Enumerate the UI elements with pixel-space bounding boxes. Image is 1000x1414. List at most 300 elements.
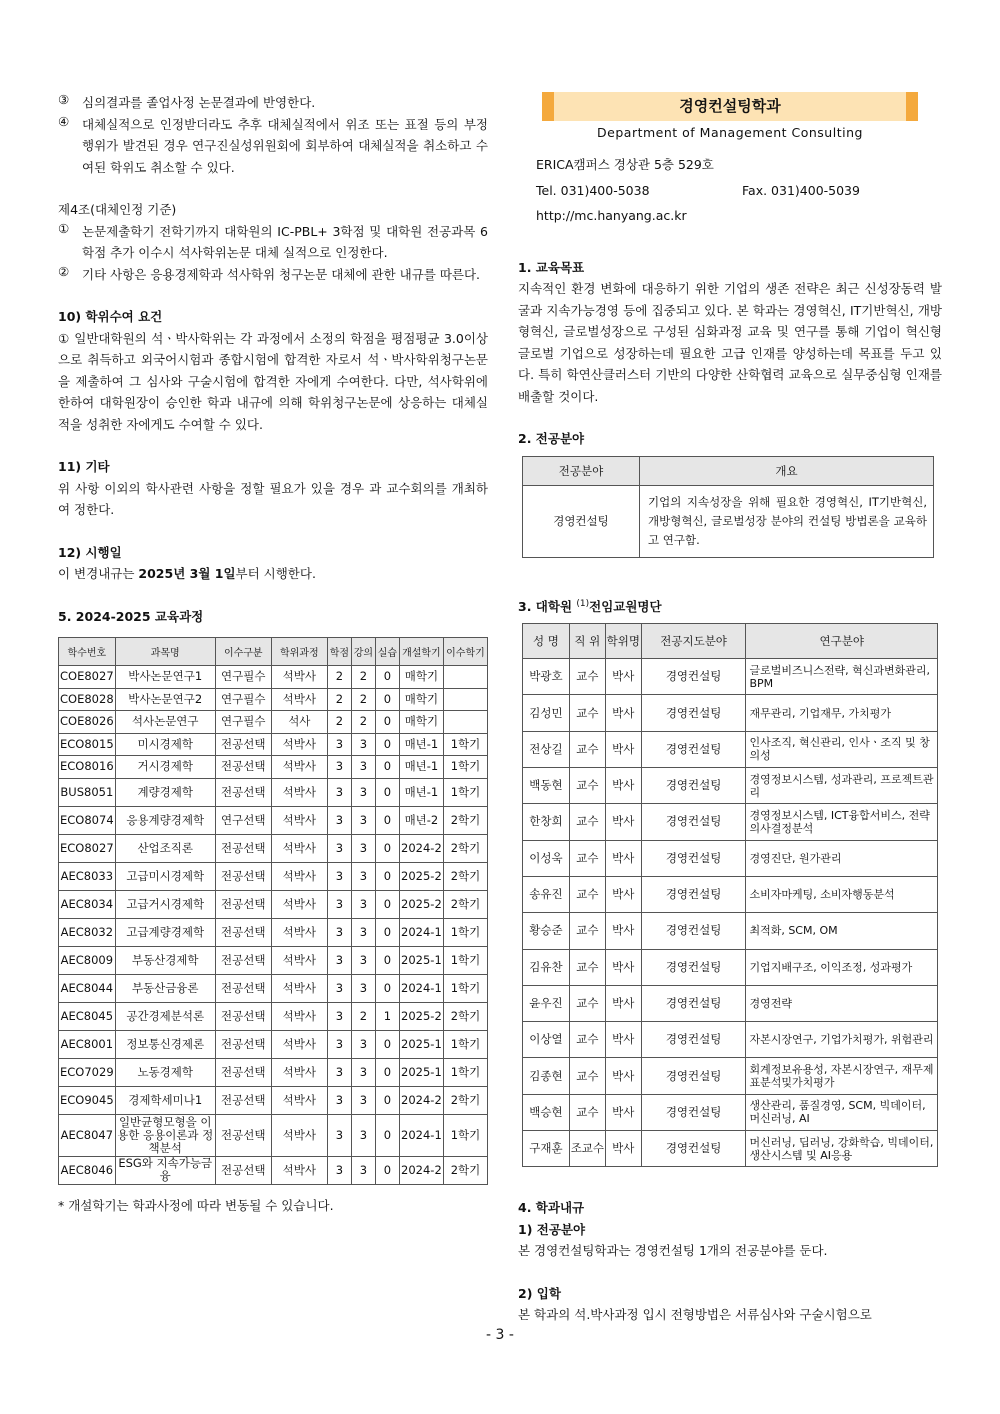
table-cell: 2024-2 [399, 1086, 443, 1114]
section-12-text: 이 변경내규는 2025년 3월 1일부터 시행한다. [58, 566, 316, 581]
table-header-cell: 이수구분 [215, 638, 271, 666]
table-header-cell: 전공지도분야 [641, 624, 746, 659]
table-cell: 경영컨설팅 [641, 731, 746, 767]
table-cell: 석박사 [271, 1156, 327, 1184]
table-cell: 0 [375, 1114, 399, 1156]
table-row [59, 756, 488, 779]
table-cell: 3 [327, 862, 351, 890]
table-cell: 0 [375, 918, 399, 946]
table-cell: 박사 [605, 1022, 641, 1058]
table-header-cell: 개요 [640, 456, 934, 485]
table-cell: 0 [375, 756, 399, 779]
table-cell: 송유진 [523, 876, 570, 912]
table-cell: 1학기 [443, 1114, 487, 1156]
table-cell: ECO8074 [59, 806, 116, 834]
table-cell: 최적화, SCM, OM [746, 913, 938, 949]
table-cell: AEC8047 [59, 1114, 116, 1156]
table-row [59, 1086, 488, 1114]
table-cell: 2025-2 [399, 862, 443, 890]
table-header-cell: 연구분야 [746, 624, 938, 659]
table-cell: 석박사 [271, 862, 327, 890]
table-cell: 2학기 [443, 834, 487, 862]
table-row [523, 768, 938, 804]
table-cell: 2학기 [443, 806, 487, 834]
table-header-cell: 전공분야 [523, 456, 640, 485]
table-cell: 1학기 [443, 778, 487, 806]
table-cell: 연구필수 [215, 711, 271, 734]
table-cell: 경영컨설팅 [641, 876, 746, 912]
table-cell: 재무관리, 기업재무, 가치평가 [746, 695, 938, 731]
table-row [59, 946, 488, 974]
table-cell: 3 [351, 806, 375, 834]
table-header-row [59, 638, 488, 666]
table-cell: COE8026 [59, 711, 116, 734]
table-cell: 0 [375, 1156, 399, 1184]
faculty-table [522, 623, 938, 1167]
table-cell: 석박사 [271, 1058, 327, 1086]
table-header-cell: 성 명 [523, 624, 570, 659]
table-cell: 전공선택 [215, 1058, 271, 1086]
table-cell: 2 [351, 688, 375, 711]
table-cell: 전공선택 [215, 1030, 271, 1058]
section-2-title: 2. 전공분야 [518, 431, 585, 446]
table-row [523, 876, 938, 912]
table-cell: 전공선택 [215, 862, 271, 890]
clause-number: ② [58, 263, 70, 279]
table-cell: 석박사 [271, 890, 327, 918]
curriculum-table [58, 637, 488, 1185]
table-cell: 2 [351, 711, 375, 734]
table-cell: 3 [351, 1058, 375, 1086]
table-cell: 경영컨설팅 [641, 1058, 746, 1094]
table-row [523, 731, 938, 767]
section-4-1-text: 본 경영컨설팅학과는 경영컨설팅 1개의 전공분야를 둔다. [518, 1243, 828, 1259]
table-cell: 거시경제학 [115, 756, 215, 779]
footnote-marker: (1) [576, 598, 590, 609]
table-cell [443, 666, 487, 689]
table-cell: 박사 [605, 804, 641, 840]
table-cell: ECO8015 [59, 733, 116, 756]
table-row [59, 733, 488, 756]
table-cell: 3 [327, 946, 351, 974]
table-cell: 글로벌비즈니스전략, 혁신과변화관리, BPM [746, 659, 938, 695]
table-header-cell: 학수번호 [59, 638, 116, 666]
clause-number: ③ [58, 92, 70, 107]
table-cell: 3 [327, 974, 351, 1002]
table-cell: 1학기 [443, 918, 487, 946]
table-cell: 교수 [569, 804, 605, 840]
table-cell: AEC8001 [59, 1030, 116, 1058]
table-cell: 석박사 [271, 688, 327, 711]
fax: Fax. 031)400-5039 [742, 182, 860, 198]
section-3-title: 3. 대학원 $^{(1)}$전임교원명단 [518, 598, 662, 614]
table-cell: 교수 [569, 1094, 605, 1130]
table-cell: BUS8051 [59, 778, 116, 806]
table-cell: 경영컨설팅 [641, 949, 746, 985]
table-cell: 석박사 [271, 1030, 327, 1058]
table-cell: 경영진단, 원가관리 [746, 840, 938, 876]
section-4-2-title: 2) 입학 [518, 1285, 561, 1301]
table-cell: 2학기 [443, 890, 487, 918]
table-cell: 0 [375, 890, 399, 918]
table-cell: 경영컨설팅 [641, 1131, 746, 1167]
table-cell: 3 [351, 1114, 375, 1156]
table-cell: 기업지배구조, 이익조정, 성과평가 [746, 949, 938, 985]
table-cell: 0 [375, 834, 399, 862]
table-cell: 0 [375, 733, 399, 756]
table-cell: 2025-2 [399, 1002, 443, 1030]
article-4-item-2 [58, 264, 488, 286]
table-cell: 3 [327, 806, 351, 834]
table-row [59, 918, 488, 946]
right-column [518, 92, 942, 1326]
table-cell: 3 [351, 918, 375, 946]
table-cell: ECO9045 [59, 1086, 116, 1114]
table-cell: 경영정보시스템, ICT융합서비스, 전략의사결정분석 [746, 804, 938, 840]
table-row [59, 1030, 488, 1058]
table-cell: 석사 [271, 711, 327, 734]
table-cell: 석박사 [271, 666, 327, 689]
clause-number: ① [58, 220, 70, 236]
table-cell: ECO8016 [59, 756, 116, 779]
table-cell: 2024-1 [399, 974, 443, 1002]
table-cell: 교수 [569, 876, 605, 912]
table-cell: 1 [375, 1002, 399, 1030]
table-row [59, 862, 488, 890]
department-english-name: Department of Management Consulting [597, 125, 863, 140]
table-row [59, 1114, 488, 1156]
left-column [58, 92, 488, 1216]
table-cell: 석박사 [271, 756, 327, 779]
table-cell: 0 [375, 1086, 399, 1114]
table-header-cell: 학점 [327, 638, 351, 666]
table-cell: 3 [327, 1086, 351, 1114]
section-10-title: 10) 학위수여 요건 [58, 309, 163, 324]
table-header-cell: 학위과정 [271, 638, 327, 666]
table-cell: 2학기 [443, 1156, 487, 1184]
table-header-row [523, 624, 938, 659]
table-cell: 2024-2 [399, 1156, 443, 1184]
table-cell: 매년-1 [399, 756, 443, 779]
address: ERICA캠퍼스 경상관 5층 529호 [536, 157, 714, 172]
table-cell: 교수 [569, 840, 605, 876]
table-cell: 3 [327, 1156, 351, 1184]
table-cell: 전공선택 [215, 1002, 271, 1030]
section-4-title: 4. 학과내규 [518, 1200, 585, 1216]
table-cell: 박사 [605, 840, 641, 876]
table-header-row [523, 456, 934, 485]
table-cell: 박사 [605, 768, 641, 804]
table-cell: 2025-1 [399, 1030, 443, 1058]
table-cell: 3 [351, 1086, 375, 1114]
table-cell: 교수 [569, 949, 605, 985]
table-cell: 경영컨설팅 [641, 985, 746, 1021]
table-cell: 2학기 [443, 1002, 487, 1030]
table-cell: 3 [351, 733, 375, 756]
table-cell: AEC8034 [59, 890, 116, 918]
table-cell: 경영전략 [746, 985, 938, 1021]
table-cell: 부동산금융론 [115, 974, 215, 1002]
table-cell: 석박사 [271, 1114, 327, 1156]
table-cell: 박광호 [523, 659, 570, 695]
table-cell: 박사 [605, 1131, 641, 1167]
footnote: * 개설학기는 학과사정에 따라 변동될 수 있습니다. [58, 1197, 334, 1213]
table-header-cell: 개설학기 [399, 638, 443, 666]
table-cell: 0 [375, 688, 399, 711]
table-cell: 경영컨설팅 [641, 840, 746, 876]
table-cell: 1학기 [443, 974, 487, 1002]
table-cell: 연구필수 [215, 666, 271, 689]
table-cell: 석박사 [271, 946, 327, 974]
table-cell: 0 [375, 1058, 399, 1086]
table-cell: 회계정보유용성, 자본시장연구, 재무제표분석및가치평가 [746, 1058, 938, 1094]
section-1-text: 지속적인 환경 변화에 대응하기 위한 기업의 생존 전략은 최근 신성장동력 발굴과 지속가능경영 등에 집중되고 있다. 본 학과는 경영혁신, IT기반혁신, 개방형혁신, 글로벌성장으로 구성된 심화과정 교육 및 연구를 통해 기업이 혁신형 글로벌 기업으로 성장하는데 필요한 고급 인재를 양성하는데 목표를 두고 있다. 특히 학연산클러스터 기반의 다양한 산학협력 교육으로 실무중심형 인재를 배출할 것이다. [518, 281, 942, 404]
table-cell: 연구선택 [215, 806, 271, 834]
clause-4 [58, 114, 488, 179]
section-10-text: ① 일반대학원의 석ㆍ박사학위는 각 과정에서 소정의 학점을 평점평균 3.0이상으로 취득하고 외국어시험과 종합시험에 합격한 자로서 석ㆍ박사학위청구논문을 제출하여 그 심사와 구술시험에 합격한 자에게 수여한다. 다만, 석사학위에 한하여 대학원장이 승인한 학과 내규에 의해 학위청구논문에 상응하는 대체실적을 성취한 자에게도 수여할 수 있다. [58, 330, 488, 432]
table-cell: 고급미시경제학 [115, 862, 215, 890]
major-name: 경영컨설팅 [523, 485, 640, 557]
table-row [523, 985, 938, 1021]
table-cell: 경영컨설팅 [641, 659, 746, 695]
table-cell: AEC8046 [59, 1156, 116, 1184]
table-cell: 2 [351, 1002, 375, 1030]
table-cell: AEC8032 [59, 918, 116, 946]
table-cell: 박사논문연구1 [115, 666, 215, 689]
table-cell: 경영컨설팅 [641, 1022, 746, 1058]
table-cell: 1학기 [443, 733, 487, 756]
table-cell: 경영컨설팅 [641, 1094, 746, 1130]
table-cell: 김종현 [523, 1058, 570, 1094]
clause-number: ④ [58, 113, 70, 129]
table-cell: 경제학세미나1 [115, 1086, 215, 1114]
table-cell: 전공선택 [215, 1114, 271, 1156]
table-row [59, 1156, 488, 1184]
table-cell: 박사 [605, 1058, 641, 1094]
table-cell: ECO8027 [59, 834, 116, 862]
table-header-cell: 과목명 [115, 638, 215, 666]
table-header-cell: 이수학기 [443, 638, 487, 666]
table-cell: 경영컨설팅 [641, 768, 746, 804]
table-row [523, 695, 938, 731]
table-cell: 3 [351, 862, 375, 890]
table-cell: 3 [327, 1002, 351, 1030]
table-header-cell: 강의 [351, 638, 375, 666]
table-cell: 경영컨설팅 [641, 804, 746, 840]
table-cell: 3 [351, 778, 375, 806]
table-cell: 황승준 [523, 913, 570, 949]
table-row [59, 688, 488, 711]
table-cell: 전공선택 [215, 1156, 271, 1184]
table-cell: 2024-1 [399, 918, 443, 946]
table-cell: ESG와 지속가능금융 [115, 1156, 215, 1184]
table-cell: 교수 [569, 731, 605, 767]
table-cell: 3 [351, 834, 375, 862]
table-row [523, 1131, 938, 1167]
section-12-title: 12) 시행일 [58, 544, 122, 560]
table-row [523, 1094, 938, 1130]
table-cell: 김유찬 [523, 949, 570, 985]
table-cell: 석박사 [271, 778, 327, 806]
table-row [59, 666, 488, 689]
table-cell: 고급거시경제학 [115, 890, 215, 918]
clause-text: 심의결과를 졸업사정 논문결과에 반영한다. [82, 95, 316, 110]
table-cell: 윤우진 [523, 985, 570, 1021]
table-cell: 0 [375, 974, 399, 1002]
table-cell: 3 [327, 1030, 351, 1058]
clause-text: 기타 사항은 응용경제학과 석사학위 청구논문 대체에 관한 내규를 따른다. [82, 266, 481, 282]
table-cell: 전상길 [523, 731, 570, 767]
table-cell: AEC8009 [59, 946, 116, 974]
table-cell: 이성욱 [523, 840, 570, 876]
table-cell: 0 [375, 1030, 399, 1058]
table-cell: 3 [327, 918, 351, 946]
table-cell: 3 [327, 1058, 351, 1086]
table-cell: 3 [327, 733, 351, 756]
table-cell [443, 688, 487, 711]
table-cell: 석사논문연구 [115, 711, 215, 734]
table-cell: 전공선택 [215, 890, 271, 918]
section-5-title: 5. 2024-2025 교육과정 [58, 608, 204, 624]
table-cell: 석박사 [271, 1086, 327, 1114]
table-cell: 산업조직론 [115, 834, 215, 862]
table-cell: 3 [327, 1114, 351, 1156]
table-cell: AEC8044 [59, 974, 116, 1002]
table-cell: 전공선택 [215, 918, 271, 946]
clause-text: 대체실적으로 인정받더라도 추후 대체실적에서 위조 또는 표절 등의 부정행위가 발견된 경우 연구진실성위원회에 회부하여 대체실적을 취소하고 수여된 학위도 취소할 수 있다. [82, 116, 488, 175]
table-cell: 박사논문연구2 [115, 688, 215, 711]
table-cell: 매년-1 [399, 733, 443, 756]
table-cell: 일반균형모형을 이용한 응용이론과 정책분석 [117, 1114, 214, 1155]
table-cell: 매학기 [399, 666, 443, 689]
table-cell: 2025-2 [399, 890, 443, 918]
table-cell: 3 [327, 890, 351, 918]
table-cell: 2 [351, 666, 375, 689]
table-cell: 교수 [569, 1022, 605, 1058]
table-cell: 3 [351, 974, 375, 1002]
table-cell: 석박사 [271, 1002, 327, 1030]
table-cell: 전공선택 [215, 778, 271, 806]
clause-3 [58, 92, 488, 114]
table-row [59, 974, 488, 1002]
table-row [523, 913, 938, 949]
table-cell: 0 [375, 666, 399, 689]
table-row [59, 778, 488, 806]
table-row [523, 659, 938, 695]
section-11-title: 11) 기타 [58, 459, 110, 474]
section-1-title: 1. 교육목표 [518, 259, 585, 275]
table-cell: AEC8045 [59, 1002, 116, 1030]
table-cell: 경영컨설팅 [641, 913, 746, 949]
table-cell: 2024-2 [399, 834, 443, 862]
table-row [59, 1058, 488, 1086]
table-cell: 정보통신경제론 [115, 1030, 215, 1058]
table-cell: 석박사 [271, 974, 327, 1002]
table-cell: 0 [375, 711, 399, 734]
table-cell: 1학기 [443, 946, 487, 974]
table-cell: 전공선택 [215, 946, 271, 974]
table-row [523, 840, 938, 876]
table-cell: 교수 [569, 695, 605, 731]
table-cell [443, 711, 487, 734]
article-4-title: 제4조(대체인정 기준) [58, 202, 177, 217]
clause-text: 논문제출학기 전학기까지 대학원의 IC-PBL+ 3학점 및 대학원 전공과목 6학점 추가 이수시 석사학위논문 대체 실적으로 인정한다. [82, 223, 488, 260]
table-header-cell: 직 위 [569, 624, 605, 659]
major-description: 기업의 지속성장을 위해 필요한 경영혁신, IT기반혁신, 개방형혁신, 글로벌성장 분야의 컨설팅 방법론을 교육하고 연구함. [640, 485, 934, 557]
table-cell: 교수 [569, 1058, 605, 1094]
section-4-2-text: 본 학과의 석.박사과정 입시 전형방법은 서류심사와 구술시험으로 [518, 1307, 872, 1323]
table-cell: 석박사 [271, 733, 327, 756]
table-cell: 미시경제학 [115, 733, 215, 756]
table-row [523, 1058, 938, 1094]
table-cell: 구재훈 [523, 1131, 570, 1167]
table-row [59, 711, 488, 734]
table-cell: 매학기 [399, 688, 443, 711]
website-link[interactable]: http://mc.hanyang.ac.kr [536, 208, 687, 223]
table-cell: 한창희 [523, 804, 570, 840]
table-cell: 전공선택 [215, 756, 271, 779]
table-cell: 3 [351, 1156, 375, 1184]
table-cell: 연구필수 [215, 688, 271, 711]
table-cell: 박사 [605, 731, 641, 767]
table-row [59, 806, 488, 834]
page-number: - 3 - [486, 1327, 514, 1343]
contact-info [536, 152, 942, 229]
table-cell: 교수 [569, 913, 605, 949]
table-cell: 이상열 [523, 1022, 570, 1058]
table-cell: 자본시장연구, 기업가치평가, 위험관리 [746, 1022, 938, 1058]
table-cell: 3 [327, 778, 351, 806]
table-cell: 0 [375, 778, 399, 806]
major-table [522, 456, 934, 558]
table-cell: 1학기 [443, 756, 487, 779]
table-cell: COE8027 [59, 666, 116, 689]
table-cell: 0 [375, 862, 399, 890]
table-cell: 2 [327, 666, 351, 689]
table-cell: 계량경제학 [115, 778, 215, 806]
table-cell: 매학기 [399, 711, 443, 734]
table-row [59, 890, 488, 918]
table-cell: 전공선택 [215, 834, 271, 862]
table-cell: 머신러닝, 딥러닝, 강화학습, 빅데이터, 생산시스템 및 AI응용 [746, 1131, 938, 1167]
table-cell: 전공선택 [215, 1086, 271, 1114]
table-cell: 교수 [569, 985, 605, 1021]
table-cell: 3 [327, 834, 351, 862]
table-cell: 3 [351, 1030, 375, 1058]
table-cell: 2024-1 [399, 1114, 443, 1156]
table-header-cell: 학위명 [605, 624, 641, 659]
table-cell: 경영컨설팅 [641, 695, 746, 731]
table-cell: 박사 [605, 985, 641, 1021]
table-cell: 박사 [605, 913, 641, 949]
table-cell: 석박사 [271, 918, 327, 946]
department-title: 경영컨설팅학과 [542, 92, 918, 121]
table-cell: 매년-2 [399, 806, 443, 834]
table-cell: 2025-1 [399, 1058, 443, 1086]
table-cell: 노동경제학 [115, 1058, 215, 1086]
section-11-text: 위 사항 이외의 학사관련 사항을 정할 필요가 있을 경우 과 교수회의를 개최하여 정한다. [58, 480, 488, 517]
table-cell: 생산관리, 품질경영, SCM, 빅데이터, 머신러닝, AI [746, 1094, 938, 1130]
table-row [523, 485, 934, 557]
section-4-1-title: 1) 전공분야 [518, 1221, 586, 1237]
table-row [523, 1022, 938, 1058]
table-cell: 3 [351, 890, 375, 918]
table-cell: 인사조직, 혁신관리, 인사ㆍ조직 및 창의성 [746, 731, 938, 767]
table-cell: 교수 [569, 659, 605, 695]
table-cell: 0 [375, 946, 399, 974]
table-cell: 3 [327, 756, 351, 779]
table-cell: 3 [351, 756, 375, 779]
